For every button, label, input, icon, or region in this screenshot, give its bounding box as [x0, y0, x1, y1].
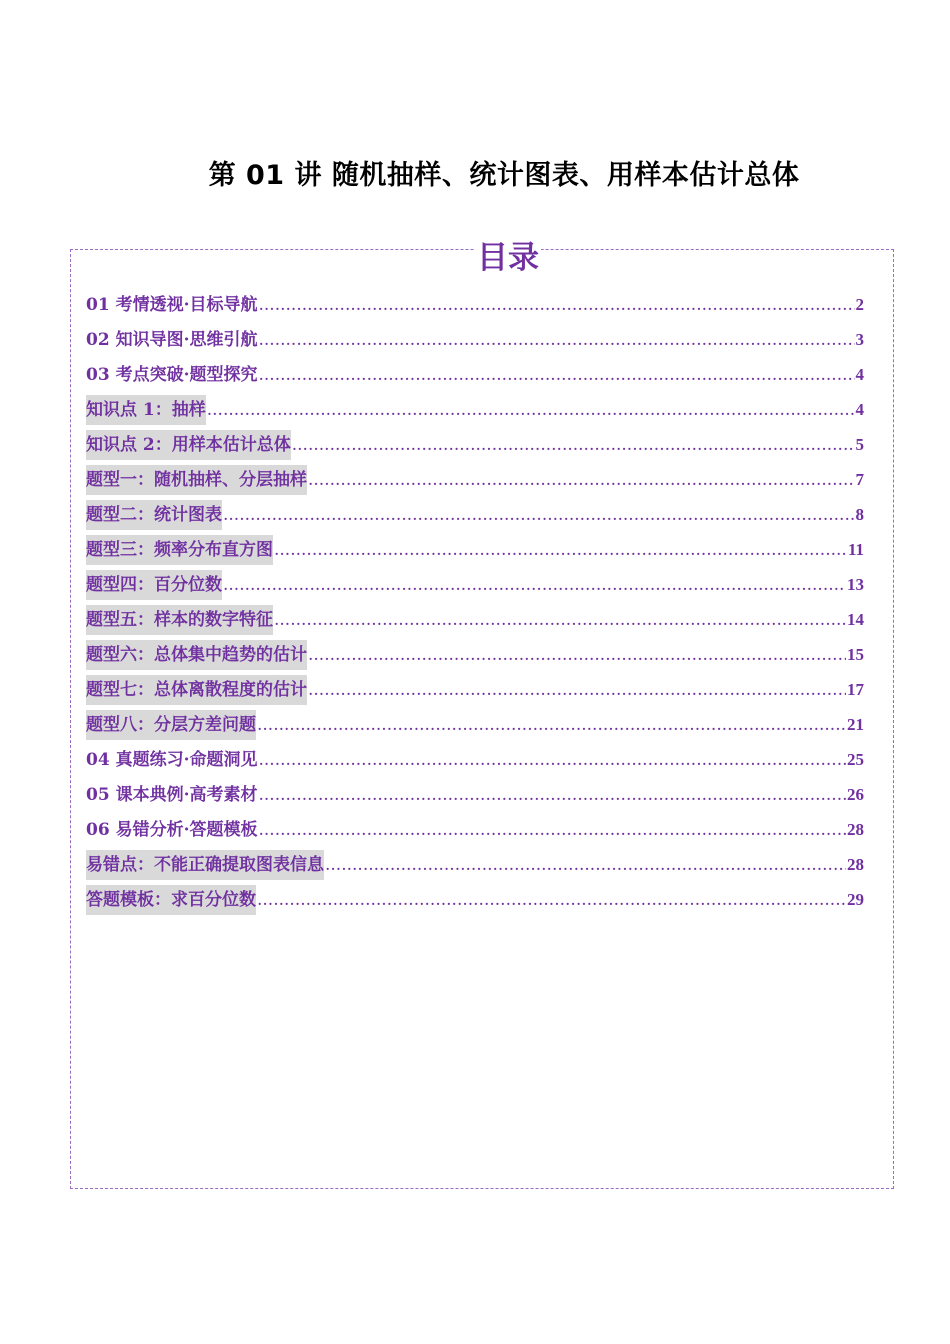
toc-dot-leader [308, 465, 855, 495]
toc-page-number[interactable]: 21 [847, 715, 864, 734]
toc-page-number[interactable]: 4 [855, 400, 864, 419]
toc-entry[interactable] [86, 885, 864, 920]
toc-entry[interactable] [86, 570, 864, 605]
toc-dot-leader [308, 675, 846, 705]
toc-page-number[interactable]: 17 [847, 680, 864, 699]
toc-entry[interactable] [86, 500, 864, 535]
toc-dot-leader [259, 290, 855, 320]
toc-page-number[interactable]: 8 [855, 505, 864, 524]
toc-entry-label[interactable]: 01 考情透视·目标导航 [86, 295, 258, 315]
toc-heading-text: 目录 [477, 240, 539, 276]
toc-dot-leader [274, 535, 847, 565]
toc-dot-leader [274, 605, 846, 635]
toc-entry[interactable] [86, 745, 864, 780]
toc-page-number[interactable]: 14 [847, 610, 864, 629]
toc-entry-label[interactable]: 题型四：百分位数 [86, 570, 222, 600]
toc-entry-label[interactable]: 知识点 1：抽样 [86, 395, 206, 425]
toc-page-number[interactable]: 4 [855, 365, 864, 384]
toc-dot-leader [257, 885, 846, 915]
toc-dot-leader [223, 500, 855, 530]
toc-dot-leader [259, 780, 847, 810]
toc-entry-label[interactable]: 题型六：总体集中趋势的估计 [86, 640, 307, 670]
toc-dot-leader [259, 815, 847, 845]
toc-dot-leader [257, 710, 846, 740]
toc-entry-label[interactable]: 答题模板：求百分位数 [86, 885, 256, 915]
toc-page-number[interactable]: 13 [847, 575, 864, 594]
toc-entry-label[interactable]: 易错点：不能正确提取图表信息 [86, 850, 324, 880]
toc-entry-label[interactable]: 题型七：总体离散程度的估计 [86, 675, 307, 705]
toc-entry[interactable] [86, 325, 864, 360]
toc-dot-leader [207, 395, 855, 425]
toc-entry[interactable] [86, 360, 864, 395]
toc-entry-label[interactable]: 02 知识导图·思维引航 [86, 330, 258, 350]
toc-page-number[interactable]: 15 [847, 645, 864, 664]
toc-page-number[interactable]: 25 [847, 750, 864, 769]
toc-entry[interactable] [86, 605, 864, 640]
toc-entry[interactable] [86, 780, 864, 815]
toc-dot-leader [325, 850, 846, 880]
toc-entry-label[interactable]: 题型八：分层方差问题 [86, 710, 256, 740]
toc-entry[interactable] [86, 430, 864, 465]
toc-entry-label[interactable]: 题型一：随机抽样、分层抽样 [86, 465, 307, 495]
toc-page-number[interactable]: 28 [847, 820, 864, 839]
toc-entry-label[interactable]: 05 课本典例·高考素材 [86, 785, 258, 805]
toc-page-number[interactable]: 28 [847, 855, 864, 874]
toc-page-number[interactable]: 29 [847, 890, 864, 909]
toc-entry[interactable] [86, 395, 864, 430]
toc-page-number[interactable]: 26 [847, 785, 864, 804]
toc-entry-label[interactable]: 06 易错分析·答题模板 [86, 820, 258, 840]
toc-list [86, 290, 864, 920]
toc-entry-label[interactable]: 知识点 2：用样本估计总体 [86, 430, 291, 460]
toc-dot-leader [308, 640, 846, 670]
toc-entry-label[interactable]: 题型三：频率分布直方图 [86, 535, 273, 565]
toc-entry[interactable] [86, 710, 864, 745]
document-title: 第 01 讲 随机抽样、统计图表、用样本估计总体 [208, 160, 800, 191]
toc-page-number[interactable]: 7 [855, 470, 864, 489]
toc-dot-leader [292, 430, 855, 460]
toc-page-number[interactable]: 5 [855, 435, 864, 454]
toc-dot-leader [223, 570, 846, 600]
toc-entry-label[interactable]: 题型五：样本的数字特征 [86, 605, 273, 635]
toc-entry[interactable] [86, 850, 864, 885]
toc-page-number[interactable]: 3 [855, 330, 864, 349]
toc-entry-label[interactable]: 04 真题练习·命题洞见 [86, 750, 258, 770]
toc-entry[interactable] [86, 465, 864, 500]
toc-entry[interactable] [86, 290, 864, 325]
toc-entry[interactable] [86, 640, 864, 675]
toc-dot-leader [259, 360, 855, 390]
toc-entry[interactable] [86, 815, 864, 850]
toc-entry[interactable] [86, 675, 864, 710]
toc-page-number[interactable]: 2 [855, 295, 864, 314]
toc-page-number[interactable]: 11 [847, 540, 864, 559]
toc-entry-label[interactable]: 题型二：统计图表 [86, 500, 222, 530]
toc-dot-leader [259, 745, 847, 775]
toc-dot-leader [259, 325, 855, 355]
toc-entry-label[interactable]: 03 考点突破·题型探究 [86, 365, 258, 385]
toc-heading [0, 232, 950, 277]
toc-entry[interactable] [86, 535, 864, 570]
